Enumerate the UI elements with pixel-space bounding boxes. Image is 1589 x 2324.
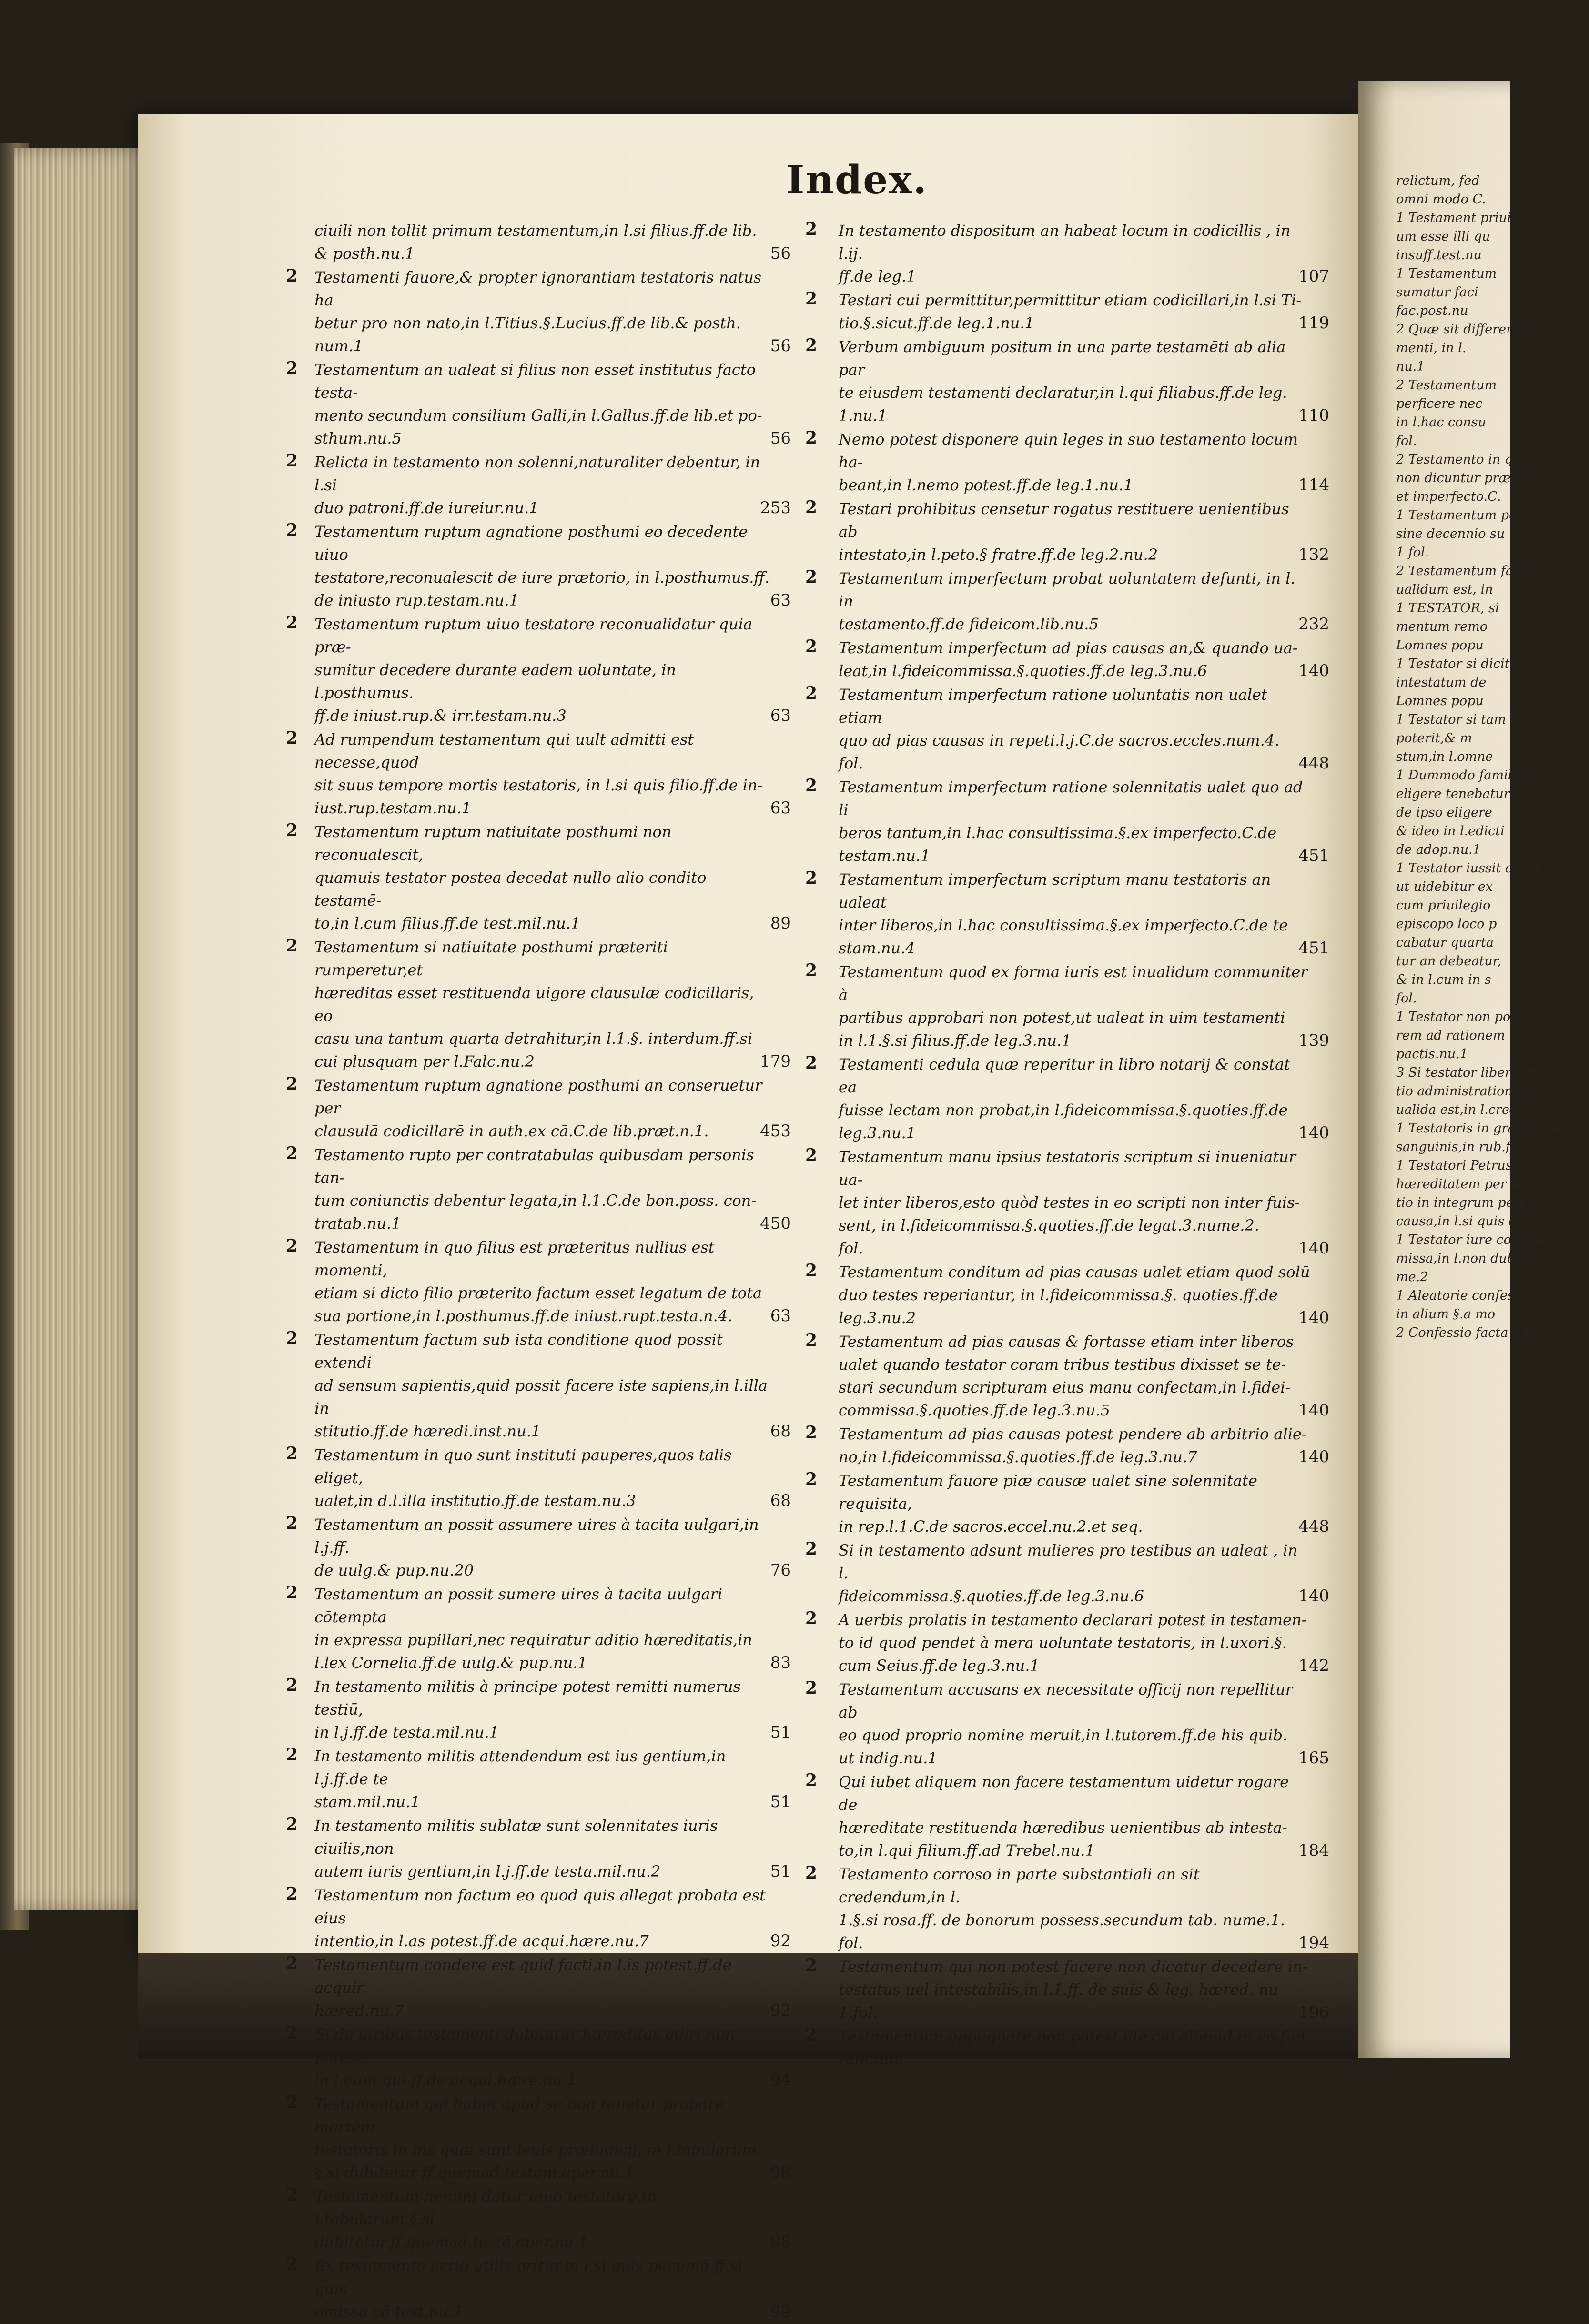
entry-marker: 2: [805, 637, 818, 657]
entry-text: Testamentum imperfectum scriptum manu testatoris an ualeat inter liberos,in l.hac consultissima.§.ex imperfecto.C.de te stam.nu.4: [839, 870, 1288, 957]
right-page-line: eligere tenebatur: [1396, 787, 1510, 801]
entry-text: Testamentum imperfectum ratione uoluntatis non ualet etiam quo ad pias causas in repeti.l.j.C.de sacros.eccles.num.4. fol.: [839, 686, 1280, 772]
right-page-line: 1 Dummodo familia: [1396, 768, 1524, 783]
index-entry: [805, 1145, 1348, 1260]
entry-marker: 2: [286, 1143, 298, 1163]
page-number: 451: [1298, 846, 1329, 865]
entry-text: Qui iubet aliquem non facere testamentum uidetur rogare de hæreditate restituenda hæredibus uenientibus ab intesta- to,in l.qui filium.ff.ad Trebel.nu.1: [839, 1773, 1289, 1859]
entry-marker: 2: [805, 683, 818, 703]
right-page-line: insuff.test.nu: [1396, 248, 1482, 263]
index-entry: [286, 1074, 810, 1142]
entry-text: Nemo potest disponere quin leges in suo testamento locum ha- beant,in l.nemo potest.ff.de leg.1.nu.1: [839, 430, 1298, 494]
right-page-line: 2 Testamento in qu: [1396, 452, 1521, 467]
index-entry: [805, 960, 1348, 1052]
entry-text: Testamentum qui habet apud se non tenetur probare mortem testatoris in his quæ sunt leuis præiudicij, in l.tabularum. §.si dubitetur ff.quemad.testam.aper.nu.1: [314, 2095, 761, 2182]
entry-text: Testamenti fauore,& propter ignorantiam testatoris natus ha betur pro non nato,in l.Titius.§.Lucius.ff.de lib.& posth. num.1: [314, 268, 762, 355]
entry-marker: 2: [805, 868, 818, 888]
page-number: 232: [1298, 615, 1329, 634]
right-page-line: nu.1: [1396, 359, 1425, 374]
index-entry: [286, 1236, 810, 1327]
index-entry: [286, 1953, 810, 2022]
index-entry: [805, 1863, 1348, 1954]
entry-text: Testamentum an ualeat si filius non esset institutus facto testa- mento secundum consilium Galli,in l.Gallus.ff.de lib.et po- sthum.nu.5: [314, 361, 762, 447]
page-number: 63: [770, 591, 791, 610]
entry-text: Testamentum manu ipsius testatoris scriptum si inueniatur ua- let inter liberos,esto quòd testes in eo scripti non inter fuis- sent, in l.fideicommissa.§.quoties.ff.de legat.3.nume.2. fol.: [839, 1148, 1300, 1257]
entry-text: Testamentum si natiuitate posthumi præteriti rumperetur,et hæreditas esset restituenda uigore clausulæ codicillaris, eo casu una tantum quarta detrahitur,in l.1.§. interdum.ff.si cui plusquam per l.Falc.nu.2: [314, 938, 754, 1071]
page-number: 92: [770, 2001, 791, 2020]
entry-text: Testamento rupto per contratabulas quibusdam personis tan- tum coniunctis debentur legata,in l.1.C.de bon.poss. con- tratab.nu.1: [314, 1146, 757, 1233]
entry-marker: 2: [286, 1814, 298, 1834]
page-number: 68: [770, 1491, 791, 1510]
page-number: 184: [1298, 1841, 1329, 1860]
right-page-line: fac.post.nu: [1396, 303, 1468, 318]
index-entry: [286, 728, 810, 819]
entry-text: Testamentum imperfectum probat uoluntatem defunti, in l. in testamento.ff.de fideicom.lib.nu.5: [839, 569, 1295, 633]
page-number: 107: [1298, 267, 1329, 286]
entry-marker: 2: [805, 1261, 818, 1281]
entry-marker: 2: [286, 2092, 298, 2112]
index-entry: [805, 289, 1348, 334]
index-entry: [805, 567, 1348, 636]
entry-marker: 2: [805, 1608, 818, 1628]
page-number: 51: [770, 1862, 791, 1881]
page-number: 92: [770, 1931, 791, 1950]
page-number: 89: [770, 914, 791, 933]
entry-marker: 2: [805, 335, 818, 355]
page-number: 110: [1298, 406, 1329, 425]
entry-marker: 2: [286, 1884, 298, 1904]
entry-marker: 2: [286, 1328, 298, 1348]
right-page-line: causa,in l.si quis ex: [1396, 1214, 1523, 1229]
right-page-line: ualida est,in l.credi: [1396, 1102, 1522, 1117]
page-number: 99: [770, 2302, 791, 2321]
page-number: 139: [1298, 1031, 1329, 1050]
right-page-line: ualidum est, in: [1396, 582, 1493, 597]
right-page-line: cum priuilegio: [1396, 898, 1491, 913]
entry-text: Testamentum ruptum uiuo testatore reconualidatur quia præ- sumitur decedere durante eadem uoluntate, in l.posthumus. ff.de iniust.rup.& irr.testam.nu.3: [314, 615, 753, 725]
page-number: 179: [760, 1052, 791, 1071]
page-number: 68: [770, 1422, 791, 1441]
entry-marker: 2: [286, 358, 298, 378]
right-page-line: & ideo in l.edicti: [1396, 824, 1505, 839]
entry-marker: 2: [805, 219, 818, 239]
right-page-line: 3 Si testator liberat tu: [1396, 1065, 1541, 1080]
page-number: 63: [770, 798, 791, 818]
index-entry: [805, 1469, 1348, 1538]
page-number: 448: [1298, 1517, 1329, 1536]
right-page-line: poterit,& m: [1396, 731, 1472, 746]
index-entry: [805, 1261, 1348, 1329]
right-page-line: cabatur quarta: [1396, 935, 1494, 950]
page-number: 51: [770, 1723, 791, 1742]
index-entry: [805, 1539, 1348, 1607]
entry-text: A uerbis prolatis in testamento declarari potest in testamen- to id quod pendet à mera uoluntate testatoris, in l.uxori.§. cum Seius.ff.de leg.3.nu.1: [839, 1611, 1307, 1675]
right-page-line: menti, in l.: [1396, 341, 1467, 355]
entry-marker: 2: [286, 451, 298, 471]
page-number: 51: [770, 1792, 791, 1811]
right-page-line: 2 Testamentum: [1396, 378, 1497, 393]
right-page-line: rem ad rationem: [1396, 1028, 1505, 1043]
entry-marker: 2: [805, 1539, 818, 1559]
right-page-line: 1 Testament priuilegia: [1396, 211, 1543, 225]
index-entry: [805, 2025, 1348, 2071]
right-page-line: de ipso eligere: [1396, 805, 1492, 820]
entry-marker: 2: [286, 820, 298, 840]
entry-marker: 2: [286, 1236, 298, 1256]
right-page-line: 1 Testator si tam: [1396, 712, 1506, 727]
entry-marker: 2: [286, 613, 298, 633]
index-entry: [286, 1328, 810, 1443]
entry-marker: 2: [286, 2023, 298, 2043]
entry-text: Testari cui permittitur,permittitur etiam codicillari,in l.si Ti- tio.§.sicut.ff.de leg.1.nu.1: [839, 291, 1302, 332]
entry-text: Testamentum in quo sunt instituti pauperes,quos talis eliget, ualet,in d.l.illa institutio.ff.de testam.nu.3: [314, 1446, 732, 1510]
right-page-line: 1 Testatori Petrus succe: [1396, 1158, 1553, 1173]
right-page-line: perficere nec: [1396, 396, 1483, 411]
entry-text: Testamentum imperfectum ratione solennitatis ualet quo ad li beros tantum,in l.hac consultissima.§.ex imperfecto.C.de testam.nu.1: [839, 778, 1303, 865]
index-entry: [286, 2185, 810, 2253]
right-page-line: in alium §.a mo: [1396, 1307, 1496, 1322]
right-page-line: tur an debeatur,: [1396, 954, 1502, 969]
index-entry: [805, 1330, 1348, 1422]
index-entry: [805, 1678, 1348, 1769]
entry-text: Testamentum qui non potest facere non dicatur decedere in- testatus uel intestabilis,in l.1.ff. de suis & leg. hæred. nu 1.fol.: [839, 1958, 1308, 2021]
page-number: 56: [770, 336, 791, 355]
entry-text: Testamentum ruptum natiuitate posthumi non reconualescit, quamuis testator postea decedat nullo alio condito testamē- to,in l.cum filius.ff.de test.mil.nu.1: [314, 823, 707, 932]
entry-marker: 2: [286, 520, 298, 540]
index-entry: [286, 1513, 810, 1582]
index-entry: [286, 613, 810, 727]
page-number: 56: [770, 244, 791, 263]
entry-text: Testamentum nemini datur uiuo testatore,in l.tabularum.§.si dubitetur.ff.quemad.testā.aper.nu.1: [314, 2187, 657, 2251]
right-page-line: 1 Testamentum: [1396, 266, 1497, 281]
right-page-line: 1 Testator non potest: [1396, 1010, 1535, 1024]
page-number: 83: [770, 1653, 791, 1672]
entry-marker: 2: [805, 1955, 818, 1975]
entry-text: Testamenti cedula quæ reperitur in libro notarij & constat ea fuisse lectam non probat,in l.fideicommissa.§.quoties.ff.de leg.3.nu.1: [839, 1055, 1291, 1142]
index-entry: [805, 1423, 1348, 1468]
right-page-line: intestatum de: [1396, 675, 1487, 690]
page-number: 63: [770, 1306, 791, 1325]
entry-text: Testamentum ad pias causas & fortasse etiam inter liberos ualet quando testator coram tribus testibus dixisset se te- stari secundum scripturam eius manu confectam,in l.fidei- commissa.§.quoties.ff.de leg.3.nu.5: [839, 1333, 1294, 1419]
right-page-line: & in l.cum in s: [1396, 972, 1491, 987]
index-entry: [286, 1884, 810, 1952]
right-page-line: 1 Testator iure confessione: [1396, 1233, 1573, 1247]
index-entry: [286, 936, 810, 1073]
entry-marker: 2: [286, 728, 298, 748]
page-number: 119: [1298, 313, 1329, 333]
index-entry: [805, 1053, 1348, 1144]
entry-text: Testamentum ad pias causas potest pendere ab arbitrio alie- no,in l.fideicommissa.§.quoties.ff.de leg.3.nu.7: [839, 1425, 1307, 1466]
entry-marker: 2: [286, 2254, 298, 2274]
entry-marker: 2: [286, 1953, 298, 1973]
entry-marker: 2: [805, 1423, 818, 1443]
index-entry: [805, 1608, 1348, 1677]
entry-marker: 2: [286, 2185, 298, 2205]
entry-text: Testamentum conditum ad pias causas ualet etiam quod solū duo testes reperiantur, in l.fideicommissa.§. quoties.ff.de leg.3.nu.2: [839, 1263, 1310, 1327]
right-page-line: mentum remo: [1396, 619, 1488, 634]
page-number: 453: [760, 1122, 791, 1141]
index-entry: [805, 868, 1348, 960]
entry-marker: 2: [805, 1678, 818, 1698]
right-page-line: pactis.nu.1: [1396, 1047, 1468, 1061]
page-number: 140: [1298, 1401, 1329, 1420]
index-entry: [286, 2092, 810, 2184]
index-entry: [805, 335, 1348, 427]
index-entry: [805, 1770, 1348, 1862]
entry-marker: 2: [286, 1513, 298, 1533]
page-number: 140: [1298, 661, 1329, 680]
entry-text: In testamento militis attendendum est ius gentium,in l.j.ff.de te stam.mil.nu.1: [314, 1747, 726, 1811]
entry-marker: 2: [286, 1583, 298, 1603]
page-number: 94: [770, 2071, 791, 2090]
index-entry: [805, 683, 1348, 775]
index-entry: [286, 1444, 810, 1512]
right-page-line: hæreditatem per sua: [1396, 1177, 1533, 1192]
right-page-line: sanguinis,in rub.ff: [1396, 1140, 1515, 1154]
right-page-line: 1 TESTATOR, si: [1396, 601, 1499, 616]
entry-text: Testamentum condere est quid facti,in l.is potest.ff.de acquir. hæred.nu.7: [314, 1956, 732, 2020]
entry-marker: 2: [805, 497, 818, 517]
index-entry: [286, 1583, 810, 1674]
entry-marker: 2: [805, 1330, 818, 1350]
index-column-right: [805, 219, 1348, 2071]
page-number: 142: [1298, 1656, 1329, 1675]
entry-text: Testamentum an possit assumere uires à tacita uulgari,in l.j.ff. de uulg.& pup.nu.20: [314, 1516, 759, 1579]
entry-text: In testamento dispositum an habeat locum in codicillis , in l.ij. ff.de leg.1: [839, 222, 1291, 285]
page-number: 450: [760, 1214, 791, 1233]
right-page-line: 1 Testator iussit certa: [1396, 861, 1539, 876]
index-entry: [286, 266, 810, 357]
entry-marker: 2: [805, 960, 818, 980]
right-page-line: de adop.nu.1: [1396, 842, 1481, 857]
index-entry: [286, 520, 810, 612]
right-page-line: 2 Testamentum fa: [1396, 564, 1513, 578]
page-number: 63: [770, 706, 791, 725]
page-number: 140: [1298, 1239, 1329, 1258]
page-number: 132: [1298, 545, 1329, 564]
entry-text: Testari prohibitus censetur rogatus restituere uenientibus ab intestato,in l.peto.§ fratre.ff.de leg.2.nu.2: [839, 500, 1289, 564]
page-number: 98: [770, 2163, 791, 2182]
right-page-line: 1 Testator si dicit: [1396, 657, 1510, 671]
entry-text: Testamentum non factum eo quod quis allegat probata est eius intentio,in l.as potest.ff.de acqui.hære.nu.7: [314, 1886, 766, 1950]
entry-marker: 2: [805, 567, 818, 587]
right-page-line: 1 Aleatorie confessio facta ab: [1396, 1288, 1589, 1303]
entry-text: Testamentum ruptum agnatione posthumi eo decedente uiuo testatore,reconualescit de iure prætorio, in l.posthumus.ff. de iniusto rup.testam.nu.1: [314, 523, 770, 609]
entry-text: In testamento militis sublatæ sunt solennitates iuris ciuilis,non autem iuris gentium,in l.j.ff.de testa.mil.nu.2: [314, 1817, 718, 1880]
right-page-line: et imperfecto.C.: [1396, 489, 1501, 504]
right-page-line: tio administration: [1396, 1084, 1513, 1099]
page-number: 140: [1298, 1308, 1329, 1327]
entry-text: Testamentum oppugnare non potest ille cui aliquid in eo fuit relictum: [839, 2027, 1307, 2068]
index-entry: [805, 776, 1348, 867]
entry-marker: 2: [286, 266, 298, 286]
right-page-line: 1 Testamentum perf: [1396, 508, 1528, 523]
page-number: 448: [1298, 754, 1329, 773]
entry-text: Ex testamento actio utilis oritur,in l.si quis pecuniā.ff.si quis omissa cā test.nu.1: [314, 2257, 743, 2321]
entry-marker: 2: [805, 1053, 818, 1073]
right-page-line: episcopo loco p: [1396, 917, 1497, 931]
page-number: 140: [1298, 1447, 1329, 1466]
entry-marker: 2: [805, 428, 818, 448]
entry-marker: 2: [805, 1863, 818, 1883]
page-number: 56: [770, 429, 791, 448]
right-page-line: Lomnes popu: [1396, 638, 1484, 653]
entry-marker: 2: [805, 289, 818, 309]
index-entry: [286, 1675, 810, 1744]
right-page-line: 1 Testatoris in grauioribus: [1396, 1121, 1569, 1136]
page-edges: [14, 148, 157, 1910]
right-page-line: sine decennio su: [1396, 526, 1505, 541]
right-page-line: me.2: [1396, 1270, 1428, 1284]
index-entry: [805, 497, 1348, 566]
right-page-line: sumatur faci: [1396, 285, 1478, 300]
page-number: 194: [1298, 1933, 1329, 1952]
index-entry: [286, 451, 810, 519]
page-number: 114: [1298, 475, 1329, 495]
index-entry: [805, 219, 1348, 288]
entry-text: Si in testamento adsunt mulieres pro testibus an ualeat , in l. fideicommissa.§.quoties.ff.de leg.3.nu.6: [839, 1541, 1298, 1605]
entry-text: Testamentum fauore piæ causæ ualet sine solennitate requisita, in rep.l.1.C.de sacros.eccel.nu.2.et seq.: [839, 1472, 1257, 1536]
entry-text: Si de uiribus testamenti dubitatur hæreditas adiri non potest, in l.eum qui.ff.de acqui.hære.nu.1: [314, 2025, 735, 2089]
right-page-line: 2 Confessio facta à testat: [1396, 1325, 1562, 1340]
entry-text: Testamentum imperfectum ad pias causas an,& quando ua- leat,in l.fideicommissa.§.quoties.ff.de leg.3.nu.6: [839, 639, 1298, 680]
right-page-line: 2 Quæ sit differen: [1396, 322, 1515, 337]
index-entry: [286, 2023, 810, 2092]
right-page-line: missa,in l.non dubiu: [1396, 1251, 1528, 1266]
entry-marker: 2: [805, 1469, 818, 1489]
entry-text: Testamentum factum sub ista conditione quod possit extendi ad sensum sapientis,quid possit facere iste sapiens,in l.illa in stitutio.ff.de hæredi.inst.nu.1: [314, 1331, 768, 1440]
right-page-line: fol.: [1396, 434, 1417, 448]
entry-text: Relicta in testamento non solenni,naturaliter debentur, in l.si duo patroni.ff.de iureiur.nu.1: [314, 453, 760, 517]
entry-text: Testamentum accusans ex necessitate officij non repellitur ab eo quod proprio nomine meruit,in l.tutorem.ff.de his quib. ut indig.nu.1: [839, 1680, 1293, 1767]
right-page-text: [1358, 81, 1589, 1342]
page-number: 76: [770, 1561, 791, 1580]
right-page-line: 1 fol.: [1396, 545, 1429, 560]
right-page-line: stum,in l.omne: [1396, 749, 1493, 764]
entry-marker: 2: [805, 2025, 818, 2045]
right-page-line: ut uidebitur ex: [1396, 879, 1493, 894]
page-number: 253: [760, 498, 791, 517]
index-entry: [286, 820, 810, 935]
entry-text: Verbum ambiguum positum in una parte testamēti ab alia par te eiusdem testamenti declaratur,in l.qui filiabus.ff.de leg. 1.nu.1: [839, 338, 1287, 424]
index-entry: [286, 1143, 810, 1235]
page-number: 451: [1298, 939, 1329, 958]
index-entry: [314, 219, 810, 265]
entry-marker: 2: [286, 1444, 298, 1464]
page-number: 140: [1298, 1586, 1329, 1606]
page-number: 196: [1298, 2003, 1329, 2022]
index-entry: [286, 358, 810, 450]
index-entry: [286, 1745, 810, 1813]
entry-marker: 2: [805, 1770, 818, 1790]
right-page-line: tio in integrum pete: [1396, 1195, 1527, 1210]
right-page-line: relictum, fed: [1396, 173, 1480, 188]
entry-text: Testamentum ruptum agnatione posthumi an conseruetur per clausulā codicillarē in auth.ex cā.C.de lib.præt.n.1.: [314, 1076, 762, 1140]
page-number: 98: [770, 2233, 791, 2252]
entry-text: Testamentum quod ex forma iuris est inualidum communiter à partibus approbari non potest,ut ualeat in uim testamenti in l.1.§.si filius.ff.de leg.3.nu.1: [839, 963, 1308, 1050]
entry-marker: 2: [286, 936, 298, 956]
index-entry: [286, 1814, 810, 1883]
right-page-line: omni modo C.: [1396, 192, 1486, 207]
right-page-line: in l.hac consu: [1396, 415, 1487, 430]
index-entry: [286, 2254, 810, 2323]
entry-marker: 2: [286, 1745, 298, 1765]
right-page-line: Lomnes popu: [1396, 694, 1484, 708]
right-page-line: um esse illi qu: [1396, 229, 1490, 244]
index-column-left: [286, 219, 810, 2324]
entry-marker: 2: [805, 776, 818, 796]
page-title: Index.: [786, 157, 928, 203]
entry-text: Ad rumpendum testamentum qui uult admitti est necesse,quod sit suus tempore mortis testatoris, in l.si quis filio.ff.de in- iust.rup.testam.nu.1: [314, 730, 763, 817]
index-entry: [805, 1955, 1348, 2024]
entry-text: Testamentum an possit sumere uires à tacita uulgari cōtempta in expressa pupillari,nec requiratur aditio hæreditatis,in l.lex Cornelia.ff.de uulg.& pup.nu.1: [314, 1585, 752, 1672]
page-number: 165: [1298, 1748, 1329, 1768]
entry-marker: 2: [286, 1675, 298, 1695]
index-entry: [805, 637, 1348, 682]
entry-marker: 2: [286, 1074, 298, 1094]
index-entry: [805, 428, 1348, 496]
entry-text: Testamento corroso in parte substantiali an sit credendum,in l. 1.§.si rosa.ff. de bonorum possess.secundum tab. nume.1. fol.: [839, 1865, 1285, 1952]
right-page-line: non dicuntur præ: [1396, 471, 1511, 485]
entry-marker: 2: [805, 1145, 818, 1165]
entry-text: Testamentum in quo filius est præteritus nullius est momenti, etiam si dicto filio præterito factum esset legatum de tota sua portione,in l.posthumus.ff.de iniust.rupt.testa.n.4.: [314, 1238, 762, 1325]
right-page-line: fol.: [1396, 991, 1417, 1006]
entry-text: In testamento militis à principe potest remitti numerus testiū, in l.j.ff.de testa.mil.nu.1: [314, 1677, 741, 1741]
entry-text: ciuili non tollit primum testamentum,in l.si filius.ff.de lib. & posth.nu.1: [314, 222, 757, 263]
right-page: [1358, 81, 1589, 2058]
page-number: 140: [1298, 1123, 1329, 1142]
